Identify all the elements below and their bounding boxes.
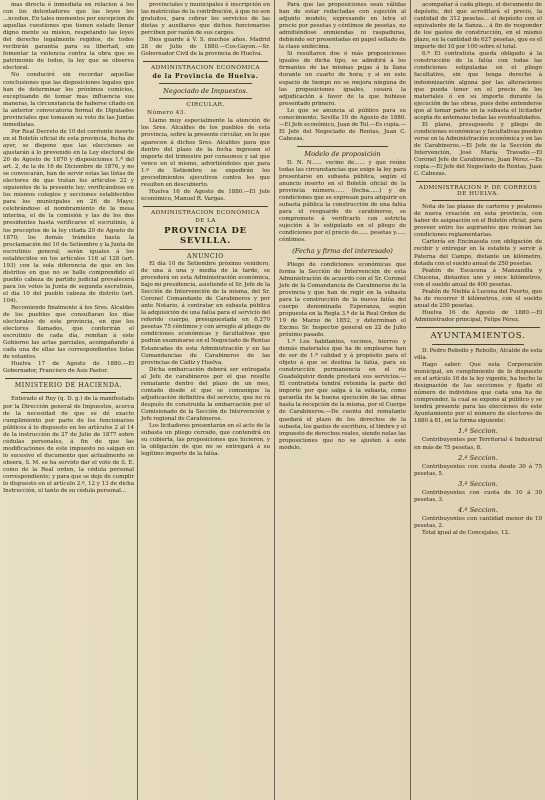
circular-label: CIRCULAR. <box>186 102 225 109</box>
paragraph: D. N. N...... vecino de...... y que reúne todas las circunstancias que exige la ley para presentarse en subasta pública, según el anuncio inserto en el Boletín oficial de la provincia número...... (fecha......) y de condiciones que se expresan para adquirir en subasta pública la construcción de una falúa para el resguardo de carabineros, se compromete á verificarlo con estricta sujeción á lo estipulado en el pliego de condiciones por el precio de...... pesetas y...... céntimos. <box>279 159 406 244</box>
divider <box>432 344 524 345</box>
paragraph: Por Real Decreto de 10 del corriente inserto en el Boletín oficial de esta provincia, fecha de ayer, se dispone que las elecciones se ajustarán á lo prevenido en la Ley electoral de 20 de Agosto de 1870 y disposiciones 1.ª del art. 2, de la de 16 de Diciembre de 1876, y no se convocarán, han de servir estas las listas de electores de que tratan los artículos 22 y siguientes de la presente ley; verificándose en los mismos colegios y secciones establecidos para los municipales en 26 de Mayo; celebrándose el nombramiento de la mesa interina, el de la comisión y las de los dos presidentes hasta verificarse el escrutinio, á los preceptos de la ley citada 20 de Agosto de 1870; los demás trámites hasta la proclamación del 10 de Setiembre y la Junta de escrutinio general, serán iguales á los establecidos en los artículos 116 al 128 (art. 193) con la sola diferencia de que en los distritos en que no se halle comprendido el pueblo cabeza de partido judicial prevalecerá para los votos la Junta de segunda escrutinio, el día 10 del pueblo cabeza de distrito (art. 104). <box>3 128 134 304</box>
paragraph: No conduciré sin recordar aquellas conclusiones que las disposiciones legales que han de determinar los próximos comicios, exceptuando de tomar mas influencia sus maneras, la circunstancia de haberse citado en la anterior convocatoria formal de Diputados provinciales que tomasen su voto de las Juntas inmediatas. <box>3 72 134 128</box>
divider <box>416 327 540 328</box>
section-label: 3.ª Seccion. <box>458 479 498 488</box>
paragraph: mas directa é inmediata en relacion á los con los detentadores que las leyes les ...nceden. En tales momentos por excepcion de aquellas cuestiones que tienen estado llenar digno mente su mision, respetando las leyes del derecho legalmente regidos, de todos recibirán garantía para su libertad, sin fomentar la violencia contra la obra que es patrimonio de todos, la ley que se observa electoral. <box>3 2 134 72</box>
divider <box>159 83 252 84</box>
paragraph: Llamo muy especialmente la atención de los Sres. Alcaldes de los pueblos de esta provincia, sobre la presente circular, en lo que aparecen á dichos Sres. Alcaldes para que dentro del plazo de la fecha ingresen el importe del trimestre por consumos y sal que vence en el mismo, advirtiéndoles que para 1.º de Setiembre se expedirán los procedimientos ejecutivos contra los que resulten en descubierto. <box>141 118 270 188</box>
paragraph: Lo que se anuncia al público para su conocimiento. Sevilla 10 de Agosto de 1880.—El Jefe económico, Juan de Tol.—Es copia.—El Jefe del Negociado de Rentas, Juan C. Cabezas. <box>279 107 406 142</box>
paragraph: provinciales y municipales é inscripción en las matrículas de la contribución, á que no son gratuitos, para cobrar los servicios de las dietas y auxiliares que dichos funcionarios perciben por razón de sus cargos. <box>141 2 270 37</box>
section-subheading: Negociado de Impuestos. <box>163 87 248 96</box>
section-heading: ADMINISTRACION ECONÓMICA <box>151 209 260 216</box>
number-label: Número 43. <box>147 110 187 117</box>
section-heading: DE LA <box>195 217 216 224</box>
column-1 <box>0 0 137 800</box>
paragraph: acompañar á cada pliego, el documento de depósito, del que acreditará el precio, la cantidad de 312 pesetas... el depósito con el equivalente de la fianza... á fin de responder de los gastos de construcción, en el mismo plazo, en la cantidad de 627 pesetas, que es el importe del 10 por 100 sobre el total. <box>414 2 542 51</box>
section-heading: ADMINISTRACION P. DE CORREOS DE HUELVA. <box>418 185 538 198</box>
paragraph: Nota de las plazas de carteros y peatones de nueva creación en esta provincia, con haber de asignación en el Boletín oficial, para proveer entre los aspirantes que reúnan las condiciones reglamentarias. <box>414 204 542 239</box>
section-label: 1.ª Seccion. <box>458 427 498 436</box>
divider <box>5 378 132 379</box>
paragraph: Hago saber: Que esta Corporación municipal, en cumplimiento de lo dispuesto en el artículo 16 de la ley vigente, ha hecho la designación de las secciones y fijado el número de individuos que cada una ha de comprender, la cual se expone al público y se tendrá presente para las elecciones de este Ayuntamiento por el número de electores de 1880 á 81, en la forma siguiente: <box>414 362 542 425</box>
paragraph: 6.ª El contratista queda obligado á la construcción de la falúa con todas las condiciones estipuladas en el pliego facultativo, sin que tenga derecho á indemnización alguna por las alteraciones que pueda tener en el precio de los materiales ó en su importe durante la ejecución de las obras, pues debe entenderse que al tomar parte en la subasta el licitador acepta de antemano todas las eventualidades. <box>414 51 542 121</box>
paragraph: Peatón de Escacena á Manzanilla y Chucena, distantes uno y once kilómetros, con el sueldo anual de 400 pesetas. <box>414 267 542 288</box>
paragraph: Para que las proposiciones sean válidas han de estar redactadas con sujeción al adjunto modelo, expresando en letra el precio por pesetas y céntimos de pesetas, no admitiéndose enmiendas ni raspaduras, debiendo ser presentadas en papel sellado de la clase undécima. <box>279 2 406 51</box>
paragraph: Recomiendo finalmente á los Sres. Alcaldes de los pueblos que consultaran los días electorales de este provincia, en que los electores llamados, que conferirán el escrutinio de cada día, remitan á este Gobierno las actas parciales, acompañando á cada una de ellas las correspondientes listas de votantes. <box>3 305 134 361</box>
signature-date: Huelva 17 de Agosto de 1880.—El Gobernador, Francisco de Asis Pastor. <box>3 361 134 375</box>
paragraph: Contribuyentes con cuota desde 30 á 75 pesetas, 5. <box>414 463 542 477</box>
section-heading: MINISTERIO DE HACIENDA. <box>14 382 123 390</box>
divider <box>416 181 540 182</box>
section-label: 2.ª Seccion. <box>458 453 498 462</box>
paragraph: Dios guarde á V. S. muchos años. Madrid 28 de Julio de 1880.—Cos-Gayon.—Sr. Gobernador Civil de la provincia de Huelva. <box>141 37 270 58</box>
section-subheading: Modelo de proposición <box>304 149 381 158</box>
anuncio-label: ANUNCIO <box>187 252 224 260</box>
paragraph: D. Pedro Rebollo y Rebollo, Alcalde de esta villa. <box>414 347 542 362</box>
paragraph: Si resultaren dos ó más proposiciones iguales de dicha tipo, se admitirá á los firmantes de las mismas pujas á la llana durante un cuarto de hora; y si en este espacio de tiempo no se mejora ninguna de las proposiciones iguales, cesará la adjudicación á favor de la que hubiese presentado primero. <box>279 51 406 107</box>
section-heading: AYUNTAMIENTOS. <box>430 330 526 341</box>
signature-date: Huelva 16 de Agosto de 1880.—El Jefe económico, Manuel R. Vargas. <box>141 188 270 202</box>
divider <box>159 98 252 99</box>
column-rule <box>274 0 275 800</box>
divider <box>21 392 116 393</box>
paragraph: El plano, presupuesto y pliego de condiciones económicas y facultativas pueden verse en la Administración económica y en las de Carabineros.—El Jefe de la Sección de Intervención, José María Travado.—El Coronel Jefe de Carabineros, Juan Pérez.—Es copia.—El Jefe del Negociado de Rentas, Juan C. Cabezas. <box>414 121 542 178</box>
paragraph: Contribuyentes por Territorial é Industrial en más de 75 pesetas, 8. <box>414 437 542 451</box>
divider <box>159 249 252 250</box>
column-3 <box>276 0 409 800</box>
divider <box>432 200 524 201</box>
paragraph: Contribuyentes con cantidad menor de 10 pesetas, 2. <box>414 515 542 529</box>
divider <box>297 146 388 147</box>
paragraph: Contribuyentes con cuota de 10 á 30 pesetas, 3. <box>414 489 542 503</box>
paragraph: Dicha embarcación deberá ser entregada al Jefe de carabineros por el que resulte rematante dentro del plazo de un mes, contado desde el que se comunique la adjudicación definitiva del servicio, que no rá después de construida la embarcación por el Comisionado de la Sección de Intervención y Jefe regional de Carabineros. <box>141 366 270 422</box>
paragraph: Los licitadores presentarán en el acto de la subasta un pliego cerrado, que contendrá en su cubierta, las proposiciones que hicieren, y la obligación de que no se entregará á su legítimo importe de la falúa. <box>141 423 270 458</box>
signature-date: Huelva 16 de Agosto de 1880.—El Administrador principal, Felipe Pérez. <box>414 309 542 323</box>
signature-note: (Fecha y firma del interesado) <box>292 246 393 255</box>
section-heading: PROVINCIA DE SEVILLA. <box>164 225 247 246</box>
paragraph: Cartería en Encinasola con obligación de recibir y entregar en la estafeta y servir á Paterna del Campo, distante un kilómetro, dotada con el sueldo anual de 250 pesetas. <box>414 239 542 267</box>
paragraph: Pliego de condiciones económicas que forma la Sección de Intervención de esta Administración de acuerdo con el Sr. Coronel Jefe de la Comandancia de Carabineros de la provincia y que han de regir en la subasta para la construcción de la nueva falúa del cuerpo denominada Esperanza, según propuesta en la Regla 3.ª de la Real Orden de 19 de Marzo de 1852, y determinan el Excmo. Sr. Inspector general en 22 de Julio próximo pasado. <box>279 261 406 338</box>
section-heading: ADMINISTRACION ECONÓMICA <box>151 65 260 72</box>
paragraph: Enterado el Rey (q. D. g.) de la manifestado por la Dirección general de Impuestos, acerca de la necesidad de que se dé exacto cumplimiento por parte de los funcionarios públicos á lo dispuesto en los artículos 2 al 14 de la instrucción de 27 de Julio de 1877 sobre cédulas personales, á fin de que las modificaciones de este impuesto no salgan en lo sucesivo el documento que actualmente se obsera, S. M. se ha servido dar el voto de S. E. como de la Real orden, la cédula personal correspondiente; y para que se deje de cumplir lo dispuesto en el artículo 2.º, 12 y 13 de dicha Instrucción, el tanto de su cédula personal... <box>3 396 134 495</box>
paragraph: El día 10 de Setiembre próximo venidero, de una á una y media de la tarde, se procederá en esta Administración económica, bajo mi presidencia, asistiendo el Sr. Jefe de la Sección de Intervención de la misma, del Sr. Coronel Comandante de Carabineros y por ante Notario, á contratar en subasta pública la adquisición de una falúa para el servicio del referido cuerpo, presupuestada en 6.270 pesetas 75 céntimos y con arreglo al pliego de condiciones económicas y facultativas que podrán examinarse en el Negociado de Rentas Estancadas de esta Administración y en las Comandancias de Carabineros de las provincias de Cádiz y Huelva. <box>141 260 270 366</box>
paragraph: Peatón de Niebla á Lucena del Puerto, que ha de recorrer 8 kilómetros, con el sueldo anual de 250 pesetas. <box>414 288 542 309</box>
paragraph: 1.ª Los habitantes, vecinos, hierros y demás materiales que ha de emplearse han de ser de 1.ª calidad y á propósito para el objeto á que se destina la falúa, para su construcción permanencia en el río Guadalquivir donde prestará sus servicios.—El contratista tendrá retenida la parte del importe por que salga á la subasta, como garantía de la buena ejecución de las obras hasta la recepción de la misma, por el Cuerpo de Carabineros.—De cuenta del rematante quedará el plazo de los derechos de la subasta, los gastos de escritura, el timbre y el impuesto de derechos reales, siendo nulas las proposiciones que no se ajusten á este modelo. <box>279 339 406 451</box>
divider <box>143 61 268 62</box>
section-heading: de la Provincia de Huelva. <box>152 73 259 81</box>
column-2 <box>138 0 273 800</box>
divider <box>297 258 388 259</box>
section-label: 4.ª Seccion. <box>458 505 498 514</box>
column-4 <box>411 0 545 800</box>
divider <box>143 206 268 207</box>
total-line: Total igual al de Concejales, 12. <box>422 529 510 536</box>
